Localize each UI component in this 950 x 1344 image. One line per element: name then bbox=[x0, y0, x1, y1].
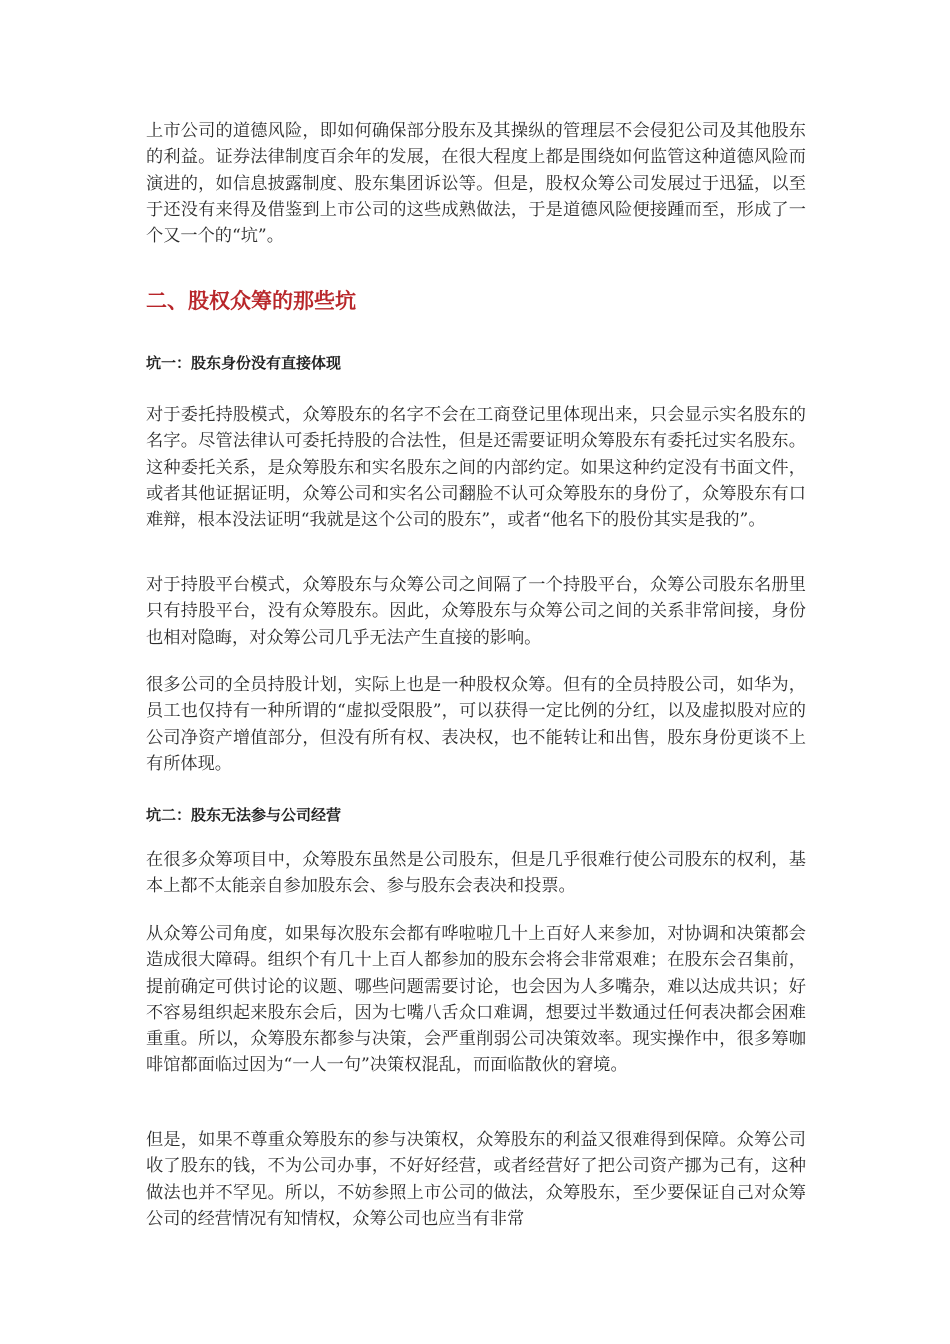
pit1-paragraph-1: 对于委托持股模式，众筹股东的名字不会在工商登记里体现出来，只会显示实名股东的名字。尽管法律认可委托持股的合法性，但是还需要证明众筹股东有委托过实名股东。这种委托关系，是众筹股东和实名股东之间的内部约定。如果这种约定没有书面文件，或者其他证据证明，众筹公司和实名公司翻脸不认可众筹股东的身份了，众筹股东有口难辩，根本没法证明“我就是这个公司的股东”，或者“他名下的股份其实是我的”。 bbox=[146, 405, 806, 531]
pit2-title: 坑二：股东无法参与公司经营 bbox=[146, 806, 342, 824]
pit1-paragraph-3: 很多公司的全员持股计划，实际上也是一种股权众筹。但有的全员持股公司，如华为，员工也仅持有一种所谓的“虚拟受限股”，可以获得一定比例的分红，以及虚拟股对应的公司净资产增值部分，但没有所有权、表决权，也不能转让和出售，股东身份更谈不上有所体现。 bbox=[146, 675, 806, 774]
pit2-paragraph-3: 但是，如果不尊重众筹股东的参与决策权，众筹股东的利益又很难得到保障。众筹公司收了股东的钱，不为公司办事，不好好经营，或者经营好了把公司资产挪为己有，这种做法也并不罕见。所以，不妨参照上市公司的做法，众筹股东，至少要保证自己对众筹公司的经营情况有知情权，众筹公司也应当有非常 bbox=[146, 1130, 806, 1229]
section-title: 二、股权众筹的那些坑 bbox=[146, 289, 356, 313]
pit2-paragraph-1: 在很多众筹项目中，众筹股东虽然是公司股东，但是几乎很难行使公司股东的权利，基本上都不太能亲自参加股东会、参与股东会表决和投票。 bbox=[146, 850, 806, 897]
intro-paragraph: 上市公司的道德风险，即如何确保部分股东及其操纵的管理层不会侵犯公司及其他股东的利益。证券法律制度百余年的发展，在很大程度上都是围绕如何监管这种道德风险而演进的，如信息披露制度、股东集团诉讼等。但是，股权众筹公司发展过于迅猛，以至于还没有来得及借鉴到上市公司的这些成熟做法，于是道德风险便接踵而至，形成了一个又一个的“坑”。 bbox=[146, 121, 806, 247]
pit2-paragraph-2: 从众筹公司角度，如果每次股东会都有哗啦啦几十上百好人来参加，对协调和决策都会造成很大障碍。组织个有几十上百人都参加的股东会将会非常艰难；在股东会召集前，提前确定可供讨论的议题、哪些问题需要讨论，也会因为人多嘴杂，难以达成共识；好不容易组织起来股东会后，因为七嘴八舌众口难调，想要过半数通过任何表决都会困难重重。所以，众筹股东都参与决策，会严重削弱公司决策效率。现实操作中，很多筹咖啡馆都面临过因为“一人一句”决策权混乱，而面临散伙的窘境。 bbox=[146, 924, 806, 1076]
pit1-paragraph-2: 对于持股平台模式，众筹股东与众筹公司之间隔了一个持股平台，众筹公司股东名册里只有持股平台，没有众筹股东。因此，众筹股东与众筹公司之间的关系非常间接，身份也相对隐晦，对众筹公司几乎无法产生直接的影响。 bbox=[146, 575, 806, 648]
pit1-title: 坑一：股东身份没有直接体现 bbox=[146, 354, 342, 372]
